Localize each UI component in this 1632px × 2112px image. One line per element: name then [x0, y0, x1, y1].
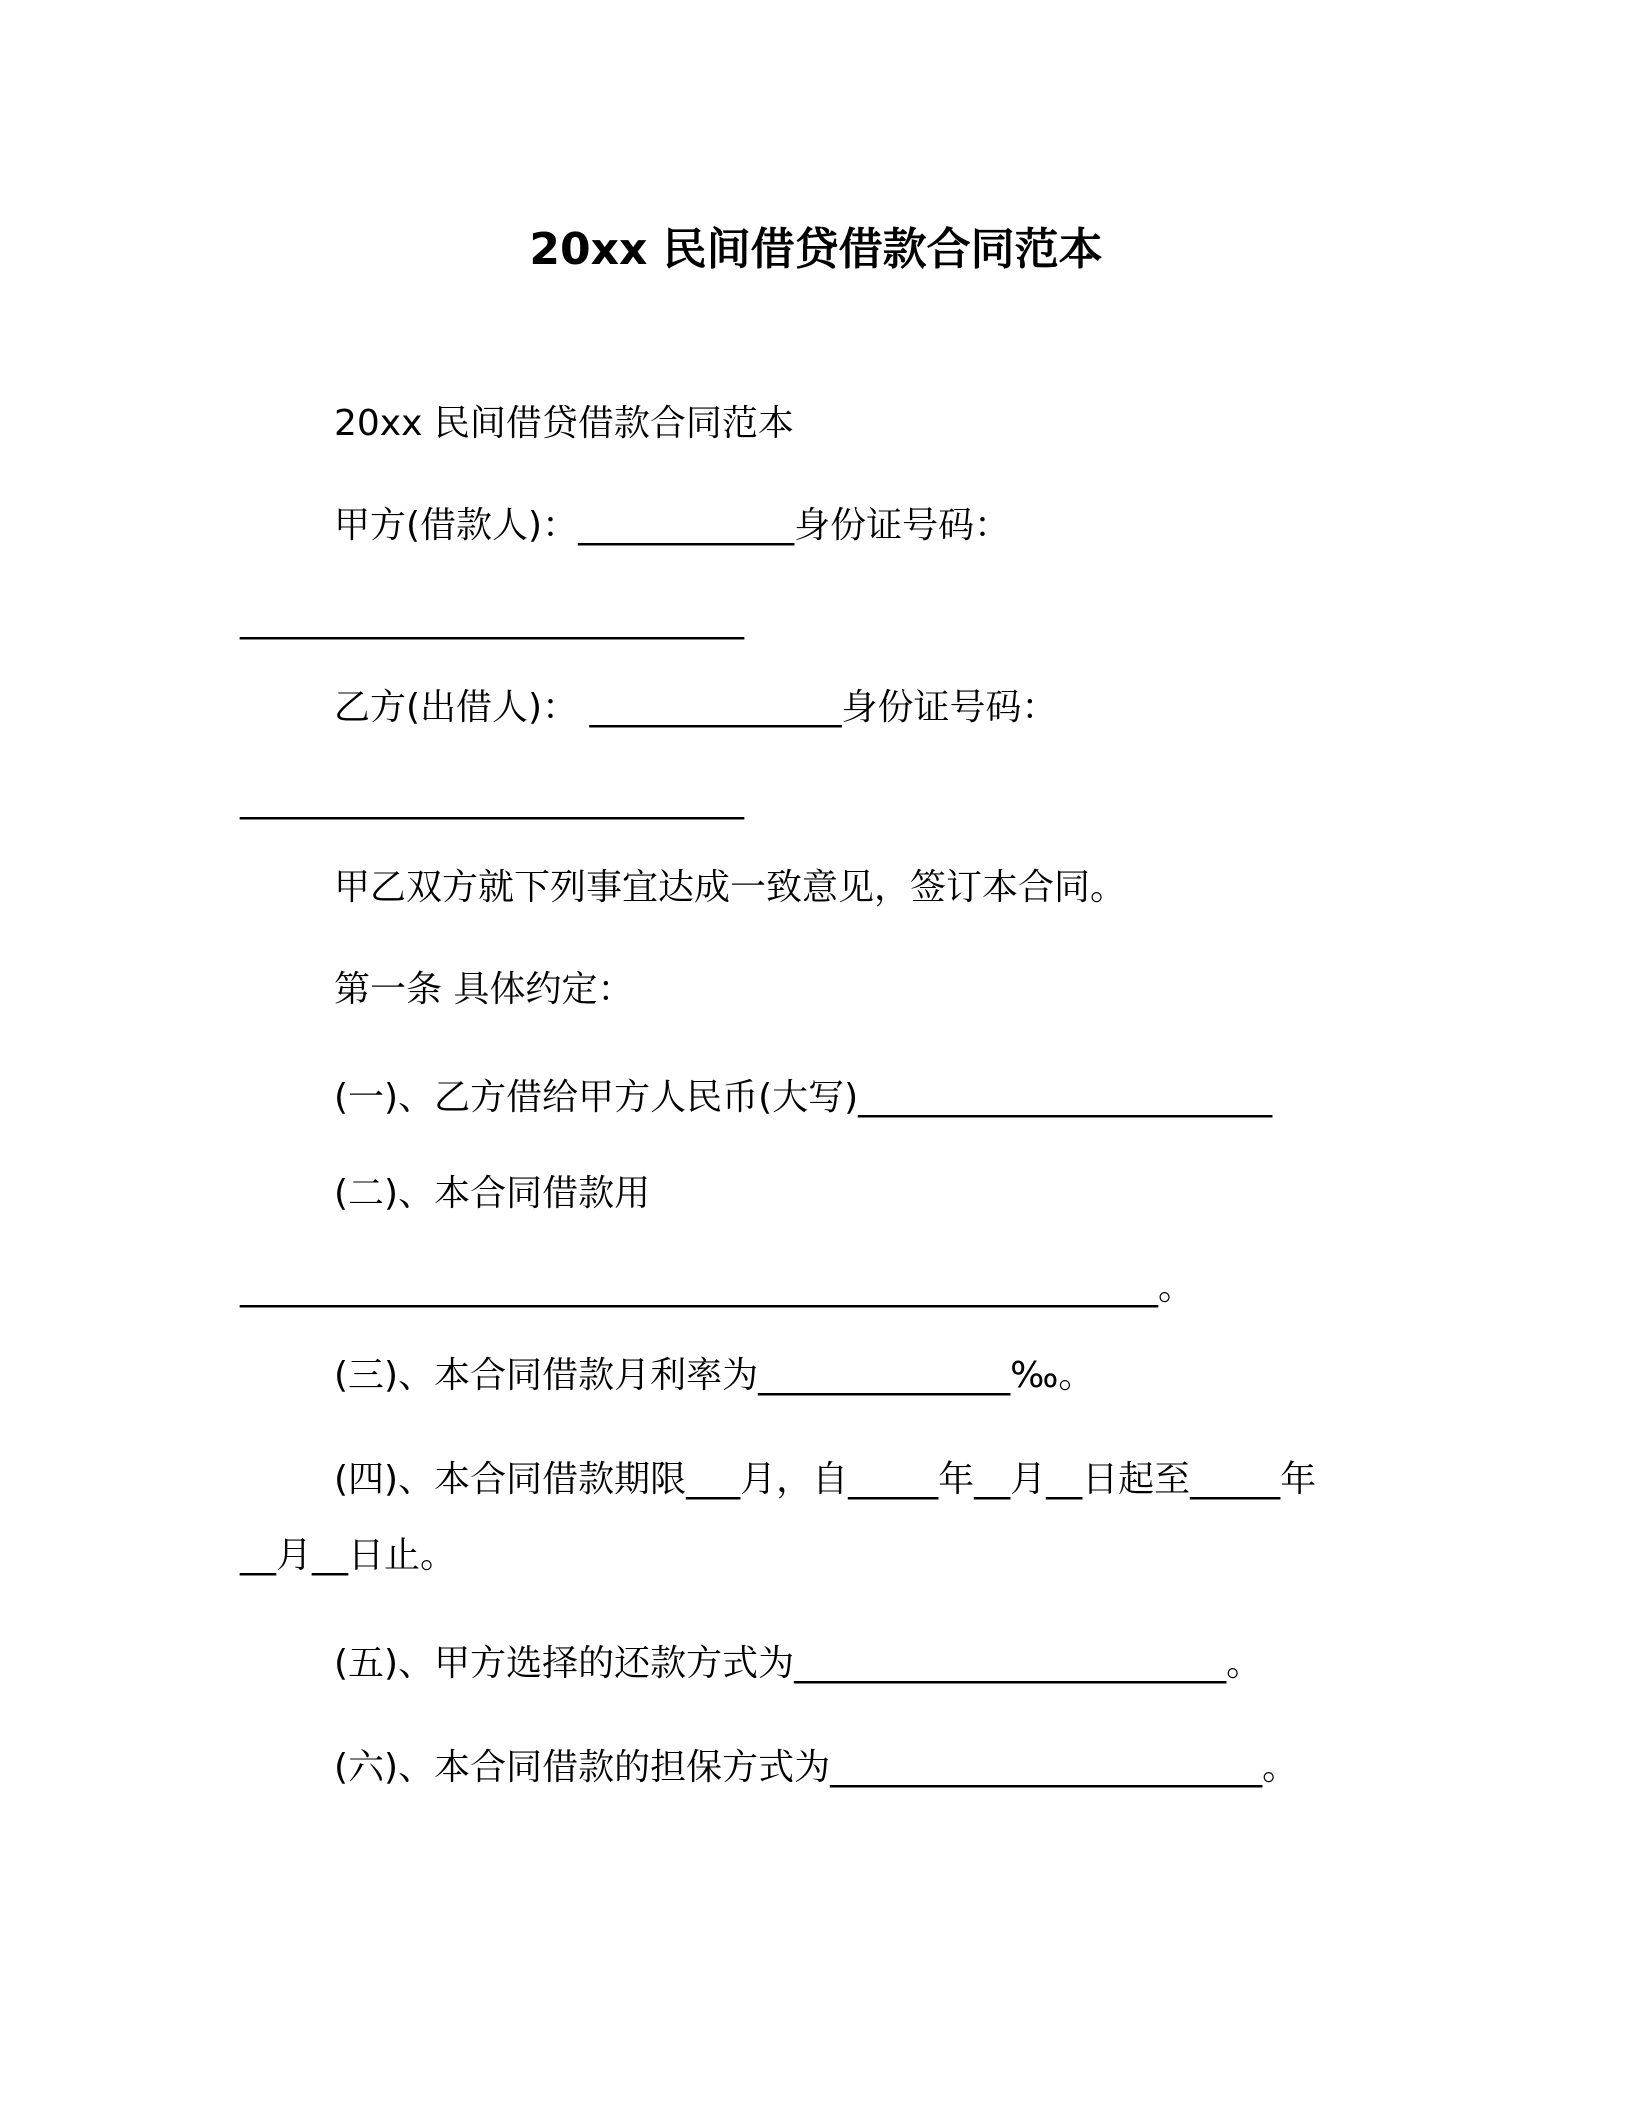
subtitle-line: 20xx 民间借贷借款合同范本	[334, 403, 794, 444]
party-a-id-blank: ____________________________	[240, 599, 744, 640]
clause-2-purpose: (二)、本合同借款用	[334, 1173, 651, 1214]
party-a-line: 甲方(借款人)：____________身份证号码：	[334, 505, 1011, 546]
clause-6-guarantee: (六)、本合同借款的担保方式为________________________。	[334, 1747, 1299, 1788]
clause-5-repayment: (五)、甲方选择的还款方式为________________________。	[334, 1643, 1263, 1684]
clause-4-term: (四)、本合同借款期限___月，自_____年__月__日起至_____年	[334, 1459, 1317, 1500]
article-one-heading: 第一条 具体约定：	[334, 969, 634, 1010]
clause-2-purpose-blank: ___________________________________________________。	[240, 1267, 1194, 1308]
document-title: 20xx 民间借贷借款合同范本	[529, 224, 1103, 275]
clause-3-interest-rate: (三)、本合同借款月利率为______________‰。	[334, 1355, 1095, 1396]
agreement-statement: 甲乙双方就下列事宜达成一致意见，签订本合同。	[334, 867, 1127, 908]
clause-1-amount: (一)、乙方借给甲方人民币(大写)_______________________	[334, 1077, 1273, 1118]
party-b-line: 乙方(出借人)： ______________身份证号码：	[334, 687, 1058, 728]
clause-4-term-end: __月__日止。	[240, 1535, 457, 1576]
party-b-id-blank: ____________________________	[240, 779, 744, 820]
